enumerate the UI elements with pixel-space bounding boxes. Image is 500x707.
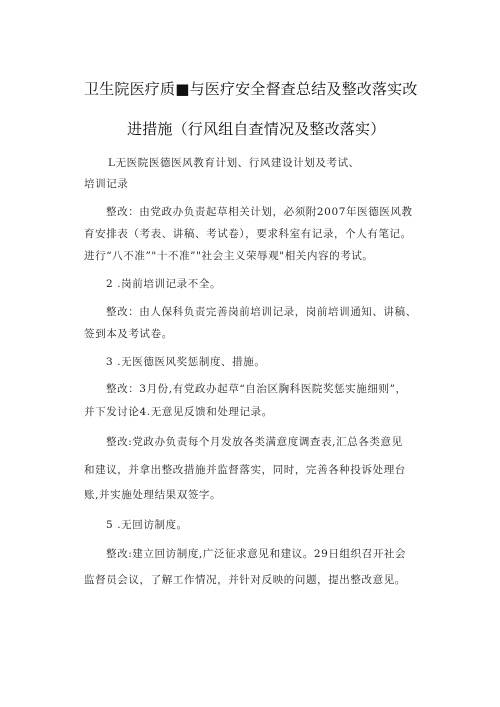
body-line-2: 培训记录 <box>84 178 129 190</box>
document-title-line-2: 进措施（行风组自查情况及整改落实） <box>127 120 386 138</box>
document-title-line-1: 卫生院医疗质■与医疗安全督查总结及整改落实改 <box>84 80 418 98</box>
body-line-10: 整改：3月份,有党政办起草“自治区胸科医院奖惩实施细则”， <box>106 383 407 395</box>
body-line-3: 整改：由党政办负责起草相关计划，必须附2007年医德医风教 <box>106 206 413 218</box>
body-line-11: 并下发讨论4.无意见反馈和处理记录。 <box>84 406 273 418</box>
body-line-9: 3 .无医德医风奖惩制度、措施。 <box>106 356 266 368</box>
body-line-17: 监督员会议，了解工作情况，并针对反映的问题，提出整改意见。 <box>84 574 406 586</box>
body-line-15: 5 .无回访制度。 <box>106 519 188 531</box>
body-line-13: 和建议，并拿出整改措施并监督落实，同时，完善各种投诉处理台 <box>84 464 406 476</box>
body-line-6: 2 .岗前培训记录不全。 <box>106 278 222 290</box>
body-line-4: 育安排表（考表、讲稿、考试卷），要求科室有记录，个人有笔记。 <box>84 228 412 240</box>
body-line-7: 整改：由人保科负责完善岗前培训记录，岗前培训通知、讲稿、 <box>106 306 417 318</box>
body-line-16: 整改:建立回访制度,广泛征求意见和建议。29日组织召开社会 <box>106 548 407 560</box>
body-line-8: 签到本及考试卷。 <box>84 328 173 340</box>
body-line-1: L无医院医德医风教育计划、行风建设计划及考试、 <box>108 157 360 169</box>
body-line-14: 账,并实施处理结果双签字。 <box>84 489 222 501</box>
body-line-12: 整改:党政办负责每个月发放各类满意度调查表,汇总各类意见 <box>106 436 403 448</box>
body-line-5: 进行“八不准”"十不准”"社会主义荣辱观"相关内容的考试。 <box>84 250 374 262</box>
